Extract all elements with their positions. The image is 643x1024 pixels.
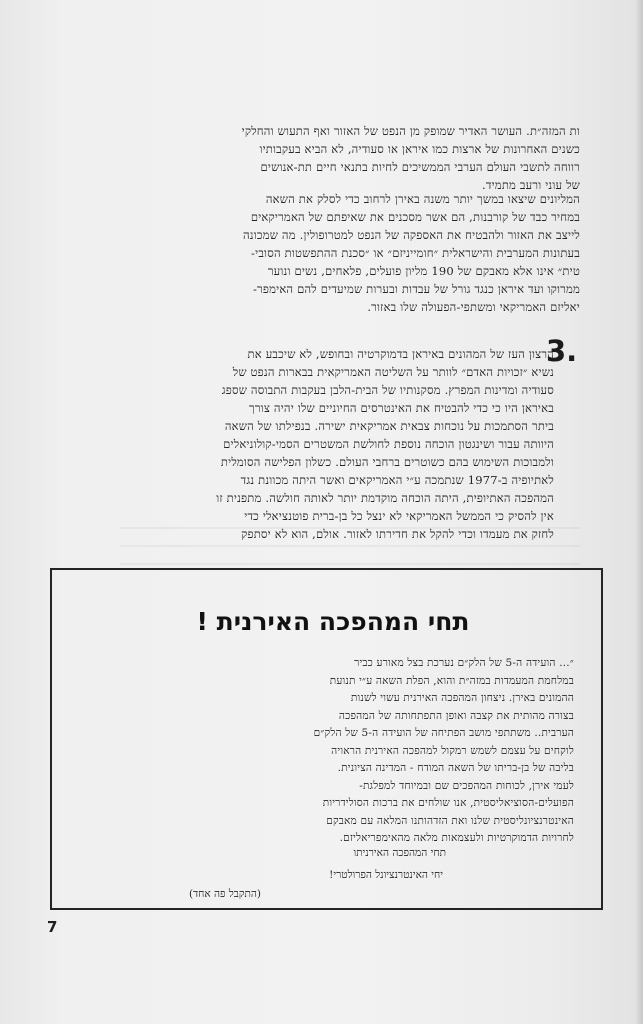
text-line: האינטרנציונליסטית שלנו ואת הזדהותנו המלאה עם מאבקם — [326, 814, 574, 827]
text-line: אין להסיק כי הממשל האמריקאי לא ינצל כל בן-ברית פוטנציאלי כדי — [244, 509, 554, 523]
text-line: ולמבוכות השימוש בהם כשוטרים ברחבי העולם. כשלון הפלישה הסומלית — [220, 455, 554, 469]
text-line: של עוני ורעב מתמיד. — [482, 178, 580, 192]
text-line: לאתיופיה ב-1977 שנתמכה ע״י האמריקאים ואשר היתה מכוונת נגד — [240, 473, 554, 487]
text-line: היוותה עבור ושינגטון הוכחה נוספת לחולשת המשטרים הסמי-קולוניאלים — [223, 437, 554, 451]
text-line: לייצב את האזור ולהבטיח את האספקה של הנפט למטרופולין. מה שמכונה — [242, 228, 580, 242]
text-line: נשיא ״זכויות האדם״ לוותר על השליטה האמריקאית בבארות הנפט של — [232, 365, 554, 379]
text-line: במלחמת המעמדות במזה״ת והוא, הפלת השאה ע״י תנועת — [329, 674, 574, 687]
text-line: ״... הועידה ה-5 של הלק״ם נערכת בצל מאורע כביר — [354, 657, 574, 669]
page-edge-shadow — [635, 0, 643, 1024]
text-line: רווחה לתשבי העולם הערבי הממשיכים לחיות בתנאי חיים תת-אנושים — [260, 160, 580, 174]
text-line: במחיר כבד של קורבנות, הם אשר מסכנים את שאיפתם של האמריקאים — [250, 210, 580, 224]
text-line: הרצון העז של המהונים באיראן בדמוקרטיה ובחופש, לא שיכבע את — [247, 347, 554, 361]
box-body — [134, 655, 574, 848]
text-line: ביתר הסתמכות על נוכחות צבאית אמריקאית ישירה. בנפילתו של השאה — [224, 419, 554, 433]
text-line: הפועלים-הסוציאליסטית, אנו שולחים את ברכות הסולידריות — [322, 797, 574, 809]
paragraph-intro — [126, 122, 580, 194]
text-line: לוקחים על עצמם לשמש רמקול למהפכה האירנית הראויה — [331, 744, 574, 757]
text-line: בליבה של בן-בריתו של השאה המודח - המדינה הציונית. — [337, 762, 574, 774]
paragraph-millions — [126, 190, 580, 316]
text-line: המליונים שיצאו במשך יותר משנה באירן לרחוב כדי לסלק את השאה — [265, 192, 580, 206]
text-line: בעתונות המערבית והישראלית ״חומייניזם״ או ״סכנת ההתפשטות הסובי- — [251, 246, 580, 260]
text-line: באיראן היו כי כדי להבטיח את האינטרסים החיוניים שלו יהיה צורך — [248, 401, 554, 415]
signoff-line: יחי האינטרנציונל הפרולטרי! — [329, 869, 443, 881]
text-line: ות המזה״ת. העושר האדיר שמופק מן הנפט של האזור ואף התעוש והחלקי — [241, 124, 580, 138]
text-line: הערבית.. משתתפי מושב הפתיחה של הועידה ה-5 של הלק״ם — [313, 727, 574, 739]
signoff-line: תחי המהפכה האירניתו — [353, 847, 446, 859]
text-line: בצורה מהותית את קצבה ואופן התפתחותה של המהפכה — [338, 709, 574, 722]
text-line: סעודיה ומדינות המפרץ. מסקנותיו של הבית-הלבן בעקבות התבוסה שספג — [221, 383, 554, 397]
text-line: לחרויות הדמוקרטיות ולעצמאות מלאה מהאימפריאליזם. — [339, 832, 574, 844]
text-line: לעמי אירן, לכוחות המהפכים שם ובמיוחד למפלגת- — [359, 779, 574, 792]
text-line: המהפכה האתיופית, היתה הוכחה מוקדמת יותר לאותה חולשה. מתפנית זו — [216, 491, 554, 505]
text-line: לחזק את מעמדו וכדי להקל את חדירתו לאזור. אולם, הוא לא יסתפק — [241, 527, 554, 541]
section-number: 3. — [546, 334, 578, 368]
signoff-note: (התקבל פה אחד) — [188, 888, 261, 900]
paragraph-section-3 — [126, 345, 554, 543]
text-line: כשנים האחרונות של ארצות כמו איראן או סעודיה, לא הביא בעקבותיו — [259, 142, 580, 156]
text-line: ממרוקו ועד איראן כנגד גורל של עבדות ובערות שמיעדים להם האימפר- — [252, 282, 580, 296]
text-line: טית״ אינו אלא מאבקם של 190 מליון פועלים, פלאחים, נשים ונוער — [267, 264, 580, 278]
page-number: 7 — [47, 918, 58, 936]
text-line: ההמונים באירן. ניצחון המהפכה האירנית עשוי לשנות — [350, 692, 574, 704]
bleed-through-texture — [120, 525, 580, 565]
text-line: יאליזם האמריקאי ומשתפי-הפעולה שלו באזור. — [367, 300, 580, 314]
box-title: תחי המהפכה האירנית ! — [196, 607, 470, 636]
